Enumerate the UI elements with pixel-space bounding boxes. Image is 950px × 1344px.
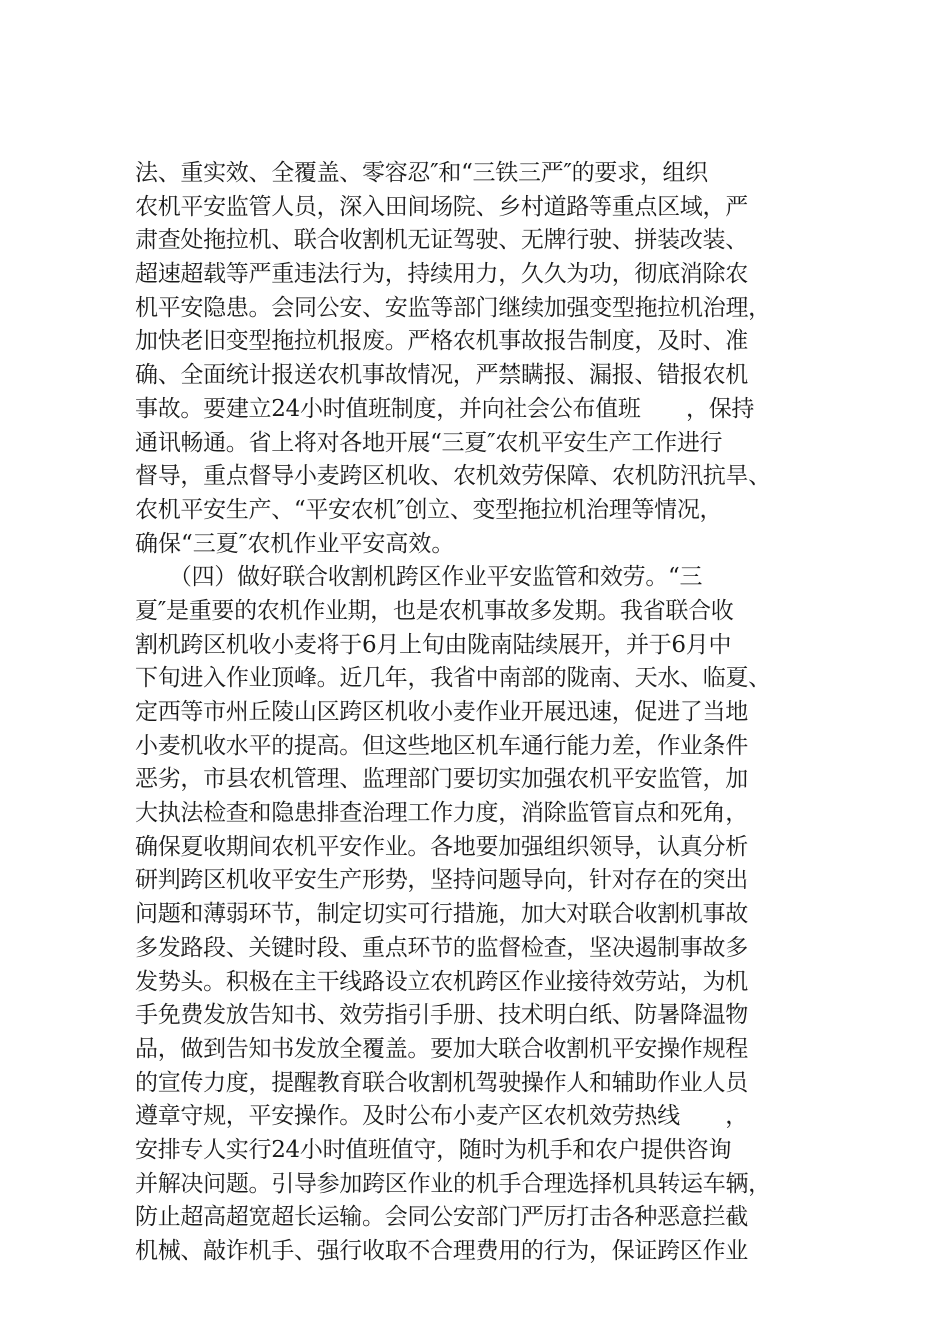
text-line: 的宣传力度，提醒教育联合收割机驾驶操作人和辅助作业人员 bbox=[135, 1069, 748, 1096]
text-line: 研判跨区机收平安生产形势，坚持问题导向，针对存在的突出 bbox=[135, 867, 748, 894]
text-line: 定西等市州丘陵山区跨区机收小麦作业开展迅速，促进了当地 bbox=[135, 699, 748, 725]
text-line: 割机跨区机收小麦将于6月上旬由陇南陆续展开，并于6月中 bbox=[135, 631, 732, 658]
text-line: 大执法检查和隐患排查治理工作力度，消除监管盲点和死角， bbox=[135, 800, 748, 827]
text-line: 发势头。积极在主干线路设立农机跨区作业接待效劳站，为机 bbox=[135, 968, 748, 995]
text-line: 机平安隐患。会同公安、安监等部门继续加强变型拖拉机治理， bbox=[135, 294, 771, 321]
text-line: 并解决问题。引导参加跨区作业的机手合理选择机具转运车辆， bbox=[135, 1170, 771, 1197]
text-line: 遵章守规，平安操作。及时公布小麦产区农机效劳热线 ， bbox=[135, 1103, 748, 1130]
body-text bbox=[135, 157, 835, 1269]
text-line: 通讯畅通。省上将对各地开展“三夏″农机平安生产工作进行 bbox=[135, 429, 723, 456]
text-line: 法、重实效、全覆盖、零容忍″和“三铁三严″的要求，组织 bbox=[135, 160, 708, 186]
text-line: 手免费发放告知书、效劳指引手册、技术明白纸、防暑降温物 bbox=[135, 1002, 748, 1029]
text-line: 防止超高超宽超长运输。会同公安部门严厉打击各种恶意拦截 bbox=[135, 1204, 748, 1231]
text-line: 小麦机收水平的提高。但这些地区机车通行能力差，作业条件 bbox=[135, 732, 748, 759]
text-line: 夏″是重要的农机作业期，也是农机事故多发期。我省联合收 bbox=[135, 597, 734, 624]
text-line: 超速超载等严重违法行为，持续用力，久久为功，彻底消除农 bbox=[135, 261, 748, 288]
text-line: 加快老旧变型拖拉机报废。严格农机事故报告制度，及时、准 bbox=[135, 328, 748, 355]
text-line: 农机平安监管人员，深入田间场院、乡村道路等重点区域，严 bbox=[135, 193, 748, 220]
text-line: 多发路段、关键时段、重点环节的监督检查，坚决遏制事故多 bbox=[135, 934, 748, 961]
text-line: 肃查处拖拉机、联合收割机无证驾驶、无牌行驶、拼装改装、 bbox=[135, 227, 748, 254]
text-line: 确保“三夏″农机作业平安高效。 bbox=[135, 530, 455, 557]
text-line: 确保夏收期间农机平安作业。各地要加强组织领导，认真分析 bbox=[135, 833, 748, 860]
text-line: 事故。要建立24小时值班制度，并向社会公布值班 ，保持 bbox=[135, 395, 755, 422]
text-line: （四）做好联合收割机跨区作业平安监管和效劳。“三 bbox=[135, 564, 703, 591]
text-line: 下旬进入作业顶峰。近几年，我省中南部的陇南、天水、临夏、 bbox=[135, 665, 771, 692]
text-line: 问题和薄弱环节，制定切实可行措施，加大对联合收割机事故 bbox=[135, 901, 748, 928]
text-line: 品，做到告知书发放全覆盖。要加大联合收割机平安操作规程 bbox=[135, 1035, 748, 1062]
text-line: 机械、敲诈机手、强行收取不合理费用的行为，保证跨区作业 bbox=[135, 1238, 748, 1264]
text-line: 农机平安生产、“平安农机″创立、变型拖拉机治理等情况， bbox=[135, 496, 723, 523]
text-line: 恶劣，市县农机管理、监理部门要切实加强农机平安监管，加 bbox=[135, 766, 748, 793]
text-line: 安排专人实行24小时值班值守，随时为机手和农户提供咨询 bbox=[135, 1136, 732, 1163]
text-line: 督导，重点督导小麦跨区机收、农机效劳保障、农机防汛抗旱、 bbox=[135, 463, 771, 490]
text-line: 确、全面统计报送农机事故情况，严禁瞒报、漏报、错报农机 bbox=[135, 362, 748, 389]
